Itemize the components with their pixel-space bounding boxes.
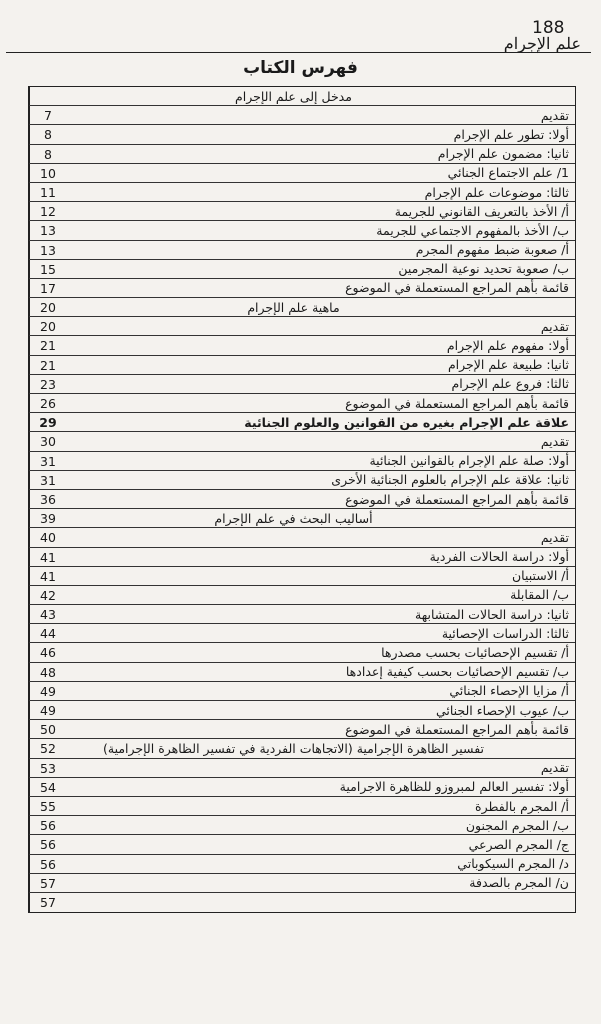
toc-entry-page: 41 (29, 548, 66, 566)
toc-entry-page: 23 (29, 375, 66, 393)
toc-row (29, 759, 575, 778)
toc-row (29, 720, 575, 739)
toc-entry-page: 30 (29, 432, 66, 450)
toc-row (29, 567, 575, 586)
toc-entry-page: 48 (29, 663, 66, 681)
toc-row (29, 87, 575, 106)
toc-entry-title: تقديم (540, 318, 569, 334)
toc-entry-title: أ/ صعوبة ضبط مفهوم المجرم (415, 242, 569, 258)
toc-entry-page: 17 (29, 279, 66, 297)
toc-entry-page: 50 (29, 720, 66, 738)
toc-entry-title: قائمة بأهم المراجع المستعملة في الموضوع (345, 280, 569, 296)
toc-entry-page: 15 (29, 260, 66, 278)
toc-row (29, 893, 575, 912)
toc-entry-title: أساليب البحث في علم الإجرام (214, 510, 373, 526)
toc-row (29, 548, 575, 567)
toc-entry-title: أولا: مفهوم علم الإجرام (446, 338, 569, 354)
toc-row (29, 528, 575, 547)
toc-entry-title: ثانيا: طبيعة علم الإجرام (447, 357, 569, 373)
toc-entry-page: 46 (29, 643, 66, 661)
toc-row (29, 317, 575, 336)
toc-entry-title: ماهية علم الإجرام (247, 299, 340, 315)
toc-row (29, 855, 575, 874)
toc-entry-title: أ/ المجرم بالفطرة (475, 798, 569, 814)
toc-entry-page: 8 (29, 145, 66, 163)
toc-row (29, 336, 575, 355)
page-number: 188 (532, 18, 565, 38)
toc-entry-page: 57 (29, 874, 66, 892)
toc-entry-page: 56 (29, 816, 66, 834)
toc-row (29, 471, 575, 490)
toc-entry-title: أ/ تقسيم الإحصائيات بحسب مصدرها (381, 645, 569, 661)
toc-row (29, 279, 575, 298)
toc-entry-page: 52 (29, 739, 66, 757)
toc-entry-title: د/ المجرم السيكوباتي (457, 856, 569, 872)
running-head: علم الإجرام (503, 34, 581, 53)
toc-row (29, 624, 575, 643)
toc-entry-title: ب/ تقسيم الإحصائيات بحسب كيفية إعدادها (345, 664, 569, 680)
toc-entry-title: تقديم (540, 529, 569, 545)
toc-entry-page: 12 (29, 202, 66, 220)
toc-row (29, 241, 575, 260)
toc-row (29, 874, 575, 893)
toc-row (29, 509, 575, 528)
toc-row (29, 682, 575, 701)
toc-entry-title: قائمة بأهم المراجع المستعملة في الموضوع (345, 491, 569, 507)
toc-entry-page: 10 (29, 164, 66, 182)
toc-entry-title: ج/ المجرم الصرعي (468, 836, 569, 852)
toc-row (29, 413, 575, 432)
toc-row (29, 106, 575, 125)
toc-entry-title: أ/ مزايا الإحصاء الجنائي (449, 683, 569, 699)
toc-entry-page: 29 (29, 413, 66, 431)
toc-row (29, 643, 575, 662)
toc-entry-title: ثالثا: فروع علم الإجرام (451, 376, 569, 392)
toc-entry-page: 31 (29, 471, 66, 489)
toc-entry-title: أولا: دراسة الحالات الفردية (429, 549, 569, 565)
toc-entry-title: تقديم (540, 760, 569, 776)
toc-entry-page (29, 87, 66, 105)
toc-entry-title: أ/ الاستبيان (511, 568, 569, 584)
toc-row (29, 701, 575, 720)
toc-row (29, 490, 575, 509)
toc-row (29, 260, 575, 279)
toc-entry-page: 20 (29, 317, 66, 335)
toc-entry-page: 44 (29, 624, 66, 642)
toc-entry-title: ن/ المجرم بالصدفة (469, 875, 569, 891)
toc-entry-page: 40 (29, 528, 66, 546)
toc-entry-page: 55 (29, 797, 66, 815)
toc-row (29, 164, 575, 183)
toc-title: فهرس الكتاب (243, 58, 358, 78)
toc-entry-title: ثالثا: الدراسات الإحصائية (441, 625, 569, 641)
toc-row (29, 221, 575, 240)
toc-entry-page: 49 (29, 682, 66, 700)
toc-entry-page: 42 (29, 586, 66, 604)
toc-row (29, 663, 575, 682)
toc-entry-page: 56 (29, 855, 66, 873)
toc-row (29, 586, 575, 605)
toc-row (29, 778, 575, 797)
header-divider (6, 52, 591, 53)
toc-entry-page: 8 (29, 125, 66, 143)
toc-entry-title: تفسير الظاهرة الإجرامية (الاتجاهات الفردية في تفسير الظاهرة الإجرامية) (102, 740, 485, 756)
toc-entry-title: ب/ المقابلة (510, 587, 569, 603)
toc-entry-title: مدخل إلى علم الإجرام (235, 88, 352, 104)
toc-entry-title: ب/ المجرم المجنون (465, 817, 569, 833)
toc-entry-page: 11 (29, 183, 66, 201)
toc-entry-title: أولا: صلة علم الإجرام بالقوانين الجنائية (369, 453, 569, 469)
toc-entry-title: ب/ عيوب الإحصاء الجنائي (435, 702, 569, 718)
toc-entry-page: 54 (29, 778, 66, 796)
toc-row (29, 298, 575, 317)
toc-entry-page: 13 (29, 241, 66, 259)
toc-row (29, 835, 575, 854)
toc-row (29, 394, 575, 413)
toc-entry-title: ب/ صعوبة تحديد نوعية المجرمين (398, 261, 569, 277)
toc-row (29, 375, 575, 394)
toc-entry-page: 31 (29, 452, 66, 470)
toc-row (29, 739, 575, 758)
toc-entry-page: 39 (29, 509, 66, 527)
toc-entry-title: علاقة علم الإجرام بغيره من القوانين والعلوم الجنائية (244, 414, 569, 430)
toc-row (29, 356, 575, 375)
toc-table (28, 86, 576, 913)
toc-row (29, 432, 575, 451)
toc-entry-page: 53 (29, 759, 66, 777)
toc-entry-page: 20 (29, 298, 66, 316)
toc-entry-title: قائمة بأهم المراجع المستعملة في الموضوع (345, 395, 569, 411)
toc-entry-title: ثانيا: علاقة علم الإجرام بالعلوم الجنائية الأخرى (331, 472, 569, 488)
toc-entry-page: 56 (29, 835, 66, 853)
toc-entry-page: 7 (29, 106, 66, 124)
toc-entry-title: ثانيا: مضمون علم الإجرام (437, 146, 569, 162)
toc-entry-page: 49 (29, 701, 66, 719)
toc-entry-title: أولا: تفسير العالم لمبروزو للظاهرة الاجرامية (339, 779, 569, 795)
toc-entry-title: ثانيا: دراسة الحالات المتشابهة (415, 606, 569, 622)
toc-row (29, 145, 575, 164)
toc-entry-title: قائمة بأهم المراجع المستعملة في الموضوع (345, 721, 569, 737)
toc-row (29, 183, 575, 202)
toc-row (29, 797, 575, 816)
toc-entry-title: تقديم (540, 107, 569, 123)
toc-entry-title: ثالثا: موضوعات علم الإجرام (424, 184, 569, 200)
toc-entry-page: 41 (29, 567, 66, 585)
toc-entry-page: 57 (29, 893, 66, 912)
toc-row (29, 452, 575, 471)
toc-entry-title: أ/ الأخذ بالتعريف القانوني للجريمة (394, 203, 569, 219)
toc-row (29, 202, 575, 221)
toc-entry-page: 21 (29, 356, 66, 374)
toc-row (29, 816, 575, 835)
toc-entry-page: 13 (29, 221, 66, 239)
toc-entry-title: 1/ علم الاجتماع الجنائي (447, 165, 569, 181)
toc-entry-page: 36 (29, 490, 66, 508)
toc-entry-page: 21 (29, 336, 66, 354)
toc-entry-title: تقديم (540, 433, 569, 449)
toc-entry-page: 26 (29, 394, 66, 412)
toc-row (29, 605, 575, 624)
toc-entry-title: أولا: تطور علم الإجرام (453, 126, 569, 142)
toc-entry-title: ب/ الأخذ بالمفهوم الاجتماعي للجريمة (376, 222, 569, 238)
toc-row (29, 125, 575, 144)
toc-entry-page: 43 (29, 605, 66, 623)
